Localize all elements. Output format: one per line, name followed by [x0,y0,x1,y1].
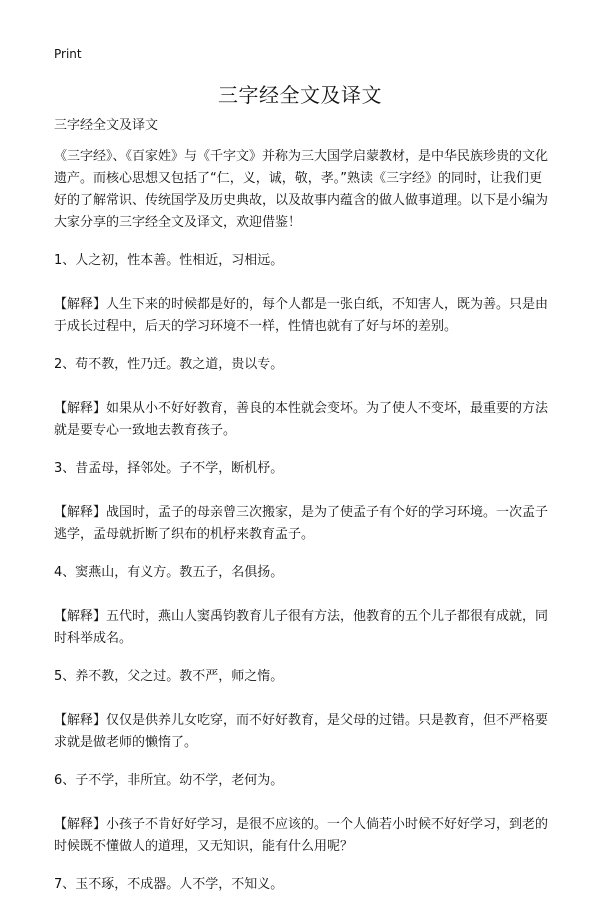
verse-6: 6、子不学，非所宜。幼不学，老何为。 [54,773,284,788]
verse-3: 3、昔孟母，择邻处。子不学，断机杼。 [54,461,284,476]
print-label: Print [54,47,82,61]
verse-2: 2、苟不教，性乃迁。教之道，贵以专。 [54,357,284,372]
explanation-5: 【解释】仅仅是供养儿女吃穿，而不好好教育，是父母的过错。只是教育，但不严格要求就是做老师的懒惰了。 [54,713,549,750]
explanation-3: 【解释】战国时，孟子的母亲曾三次搬家，是为了使孟子有个好的学习环境。一次孟子逃学，孟母就折断了织布的机杼来教育孟子。 [54,505,549,542]
verse-7: 7、玉不琢，不成器。人不学，不知义。 [54,877,284,892]
document-subtitle: 三字经全文及译文 [54,118,159,133]
explanation-6: 【解释】小孩子不肯好好学习，是很不应该的。一个人倘若小时候不好好学习，到老的时候既不懂做人的道理，又无知识，能有什么用呢？ [54,817,549,854]
verse-1: 1、人之初，性本善。性相近，习相远。 [54,253,284,268]
explanation-2: 【解释】如果从小不好好教育，善良的本性就会变坏。为了使人不变坏，最重要的方法就是要专心一致地去教育孩子。 [54,401,549,438]
document-content [54,146,550,918]
intro-paragraph: 《三字经》、《百家姓》与《千字文》并称为三大国学启蒙教材，是中华民族珍贵的文化遗产。而核心思想又包括了“仁，义，诚，敬，孝。”熟读《三字经》的同时，让我们更好的了解常识、传统国学及历史典故，以及故事内蕴含的做人做事道理。以下是小编为大家分享的三字经全文及译文，欢迎借鉴！ [54,149,549,230]
verse-4: 4、窦燕山，有义方。教五子，名俱扬。 [54,565,284,580]
document-title: 三字经全文及译文 [218,83,382,107]
explanation-1: 【解释】人生下来的时候都是好的，每个人都是一张白纸，不知害人，既为善。只是由于成长过程中，后天的学习环境不一样，性情也就有了好与坏的差别。 [54,297,549,334]
verse-5: 5、养不教，父之过。教不严，师之惰。 [54,669,284,684]
explanation-4: 【解释】五代时，燕山人窦禹钧教育儿子很有方法，他教育的五个儿子都很有成就，同时科举成名。 [54,609,549,646]
